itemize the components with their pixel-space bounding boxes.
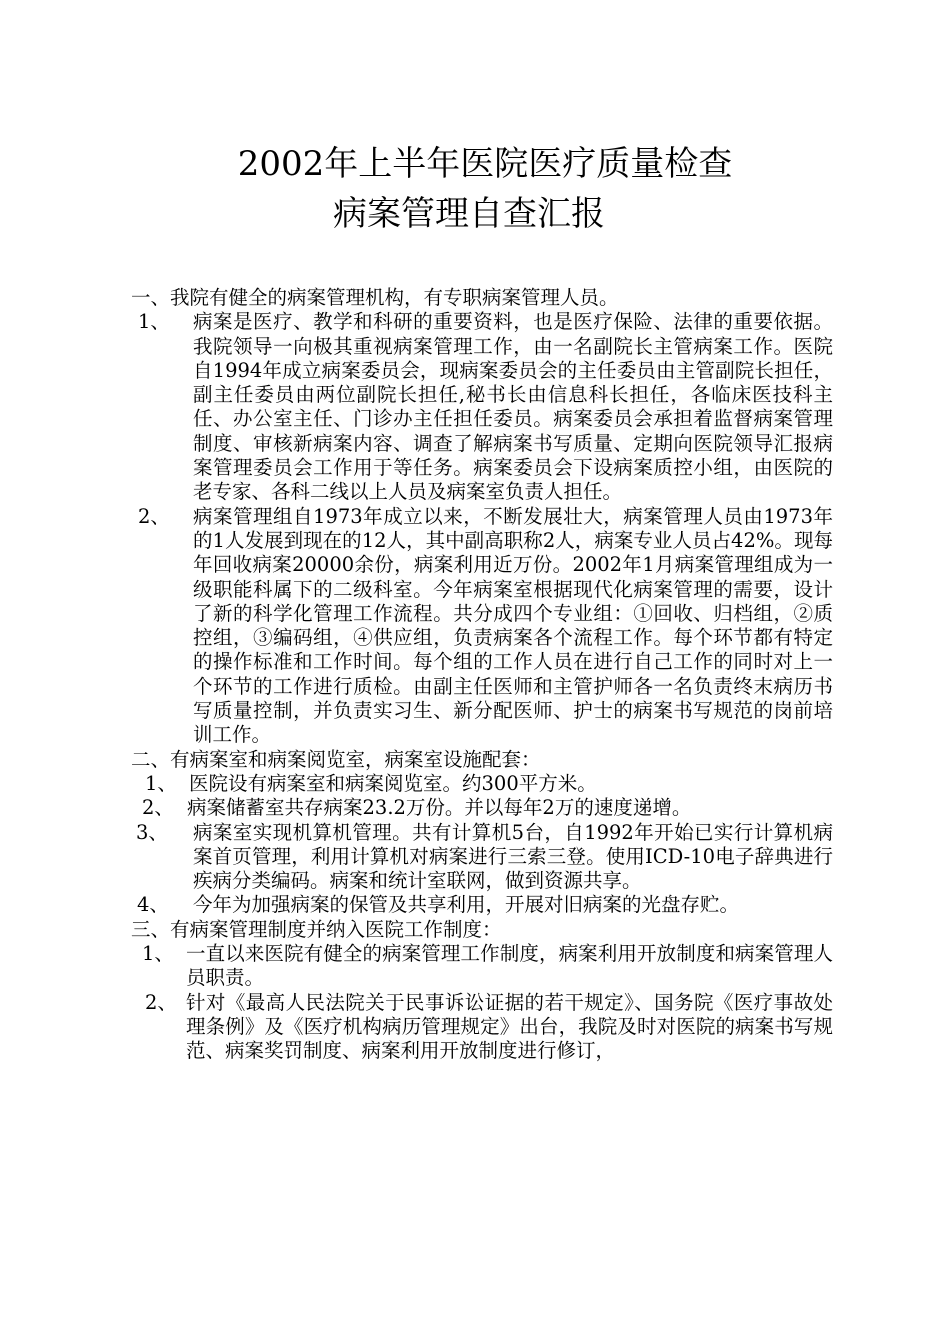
item-number: 2、	[142, 796, 174, 820]
list-item	[145, 771, 950, 796]
item-text: 病案管理组自1973年成立以来，不断发展壮大，病案管理人员由1973年的1人发展到现在的12人，其中副高职称2人，病案专业人员占42%。现每年回收病案20000余份，病案利用近万份。2002年1月病案管理组成为一级职能科属下的二级科室。今年病案室根据现代化病案管理的需要，设计了新的科学化管理工作流程。共分成四个专业组：①回收、归档组，②质控组，③编码组，④供应组，负责病案各个流程工作。每个环节都有特定的操作标准和工作时间。每个组的工作人员在进行自己工作的同时对上一个环节的工作进行质检。由副主任医师和主管护师各一名负责终末病历书写质量控制，并负责实习生、新分配医师、护士的病案书写规范的岗前培训工作。	[193, 504, 833, 747]
doc-title-line1: 2002年上半年医院医疗质量检查	[237, 144, 733, 184]
item-text: 一直以来医院有健全的病案管理工作制度，病案利用开放制度和病案管理人员职责。	[186, 942, 833, 990]
item-number: 3、	[136, 820, 168, 844]
list-item	[136, 820, 833, 894]
doc-body	[0, 286, 950, 1064]
list-item	[138, 310, 833, 504]
item-number: 1、	[145, 771, 177, 795]
list-item	[138, 504, 833, 748]
section-heading-3: 三、有病案管理制度并纳入医院工作制度：	[131, 917, 502, 941]
list-item	[145, 990, 833, 1064]
item-number: 1、	[138, 310, 170, 334]
item-text: 医院设有病案室和病案阅览室。约300平方米。	[189, 771, 597, 795]
item-number: 2、	[145, 990, 177, 1014]
item-text: 今年为加强病案的保管及共享利用，开展对旧病案的光盘存贮。	[193, 893, 740, 917]
list-item	[137, 893, 950, 917]
section-heading-2: 二、有病案室和病案阅览室，病案室设施配套：	[131, 747, 541, 771]
list-item	[142, 942, 833, 991]
item-number: 1、	[142, 942, 174, 966]
item-text: 病案室实现机算机管理。共有计算机5台，自1992年开始已实行计算机病案首页管理，利用计算机对病案进行三索三登。使用ICD-10电子辞典进行疾病分类编码。病案和统计室联网，做到资源共享。	[193, 820, 833, 893]
section-heading-1: 一、我院有健全的病案管理机构，有专职病案管理人员。	[131, 286, 619, 309]
item-number: 2、	[138, 504, 170, 528]
doc-title-line2: 病案管理自查汇报	[333, 194, 605, 234]
item-number: 4、	[137, 893, 169, 917]
item-text: 针对《最高人民法院关于民事诉讼证据的若干规定》、国务院《医疗事故处理条例》及《医疗机构病历管理规定》出台，我院及时对医院的病案书写规范、病案奖罚制度、病案利用开放制度进行修订，	[186, 990, 833, 1063]
item-text: 病案储蓄室共存病案23.2万份。并以每年2万的速度递增。	[187, 796, 692, 820]
list-item	[142, 796, 950, 820]
item-text: 病案是医疗、教学和科研的重要资料，也是医疗保险、法律的重要依据。我院领导一向极其重视病案管理工作，由一名副院长主管病案工作。医院自1994年成立病案委员会，现病案委员会的主任委员由主管副院长担任，副主任委员由两位副院长担任,秘书长由信息科长担任，各临床医技科主任、办公室主任、门诊办主任担任委员。病案委员会承担着监督病案管理制度、审核新病案内容、调查了解病案书写质量、定期向医院领导汇报病案管理委员会工作用于等任务。病案委员会下设病案质控小组，由医院的老专家、各科二线以上人员及病案室负责人担任。	[193, 310, 833, 504]
